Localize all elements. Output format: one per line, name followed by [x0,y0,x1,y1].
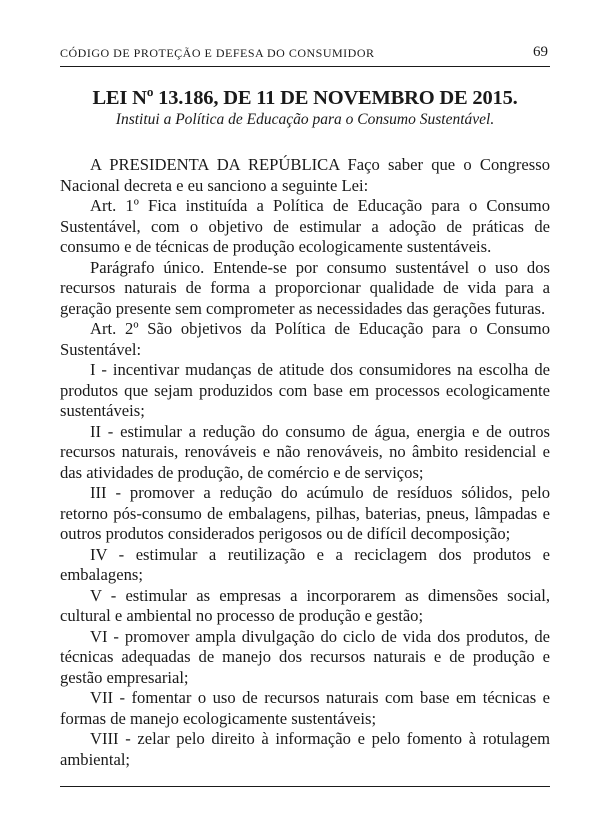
paragraph-text: fomentar o uso de recursos naturais com base em técnicas e formas de manejo ecologicamente sustentáveis; [60,688,550,728]
item-label: VII - [90,688,132,707]
item-label: V - [90,585,126,605]
paragraph-preamble [60,155,550,196]
item-ii [60,422,550,484]
item-i [60,360,550,422]
law-subtitle: Institui a Política de Educação para o Consumo Sustentável. [115,111,495,128]
item-label: III - [90,483,130,502]
item-iii [60,483,550,545]
running-header [60,44,550,67]
item-label: II - [90,421,121,441]
paragraph-text: Art. 2º São objetivos da Política de Educação para o Consumo Sustentável: [60,319,550,359]
item-vi [60,627,550,689]
paragraph-text: Art. 1º Fica instituída a Política de Educação para o Consumo Sustentável, com o objetivo de estimular a adoção de práticas de consumo e de técnicas de produção ecologicamente sustentáveis. [60,196,550,256]
item-viii [60,729,550,770]
paragraph-art-1 [60,196,550,258]
paragraph-text: estimular a reutilização e a reciclagem dos produtos e embalagens; [60,544,550,584]
item-vii [60,688,550,729]
paragraph-text: A PRESIDENTA DA REPÚBLICA Faço saber que o Congresso Nacional decreta e eu sanciono a seguinte Lei: [60,155,550,195]
item-label: I - [90,360,113,379]
paragraph-text: Parágrafo único. Entende-se por consumo sustentável o uso dos recursos naturais de forma a proporcionar qualidade de vida para a geração presente sem comprometer as necessidades das gerações futuras. [60,257,550,318]
law-title: LEI Nº 13.186, DE 11 DE NOVEMBRO DE 2015. [92,87,518,109]
item-label: IV - [90,544,136,564]
law-body [60,155,550,770]
item-label: VIII - [90,729,138,748]
paragraph-text: promover a redução do acúmulo de resíduos sólidos, pelo retorno pós-consumo de embalagens, pilhas, baterias, pneus, lâmpadas e outros produtos considerados perigosos ou de difícil decomposição; [60,483,550,543]
page-number: 69 [533,44,548,60]
paragraph-text: promover ampla divulgação do ciclo de vida dos produtos, de técnicas adequadas de manejo dos recursos naturais e de produção e gestão empresarial; [60,626,550,687]
item-iv [60,545,550,586]
paragraph-art-2 [60,319,550,360]
bottom-rule [60,786,550,787]
paragraph-text: estimular a redução do consumo de água, energia e de outros recursos naturais, renováveis e não renováveis, no âmbito residencial e das atividades de produção, de comércio e de serviços; [60,421,551,482]
paragraph-text: estimular as empresas a incorporarem as dimensões social, cultural e ambiental no processo de produção e gestão; [60,585,550,625]
item-label: VI - [90,626,125,646]
running-header-title: CÓDIGO DE PROTEÇÃO E DEFESA DO CONSUMIDOR [60,46,375,60]
paragraph-text: incentivar mudanças de atitude dos consumidores na escolha de produtos que sejam produzidos com base em processos ecologicamente sustentáveis; [60,360,550,420]
item-v [60,586,550,627]
paragraph-text: zelar pelo direito à informação e pelo fomento à rotulagem ambiental; [60,729,550,769]
paragraph-unico [60,258,550,320]
